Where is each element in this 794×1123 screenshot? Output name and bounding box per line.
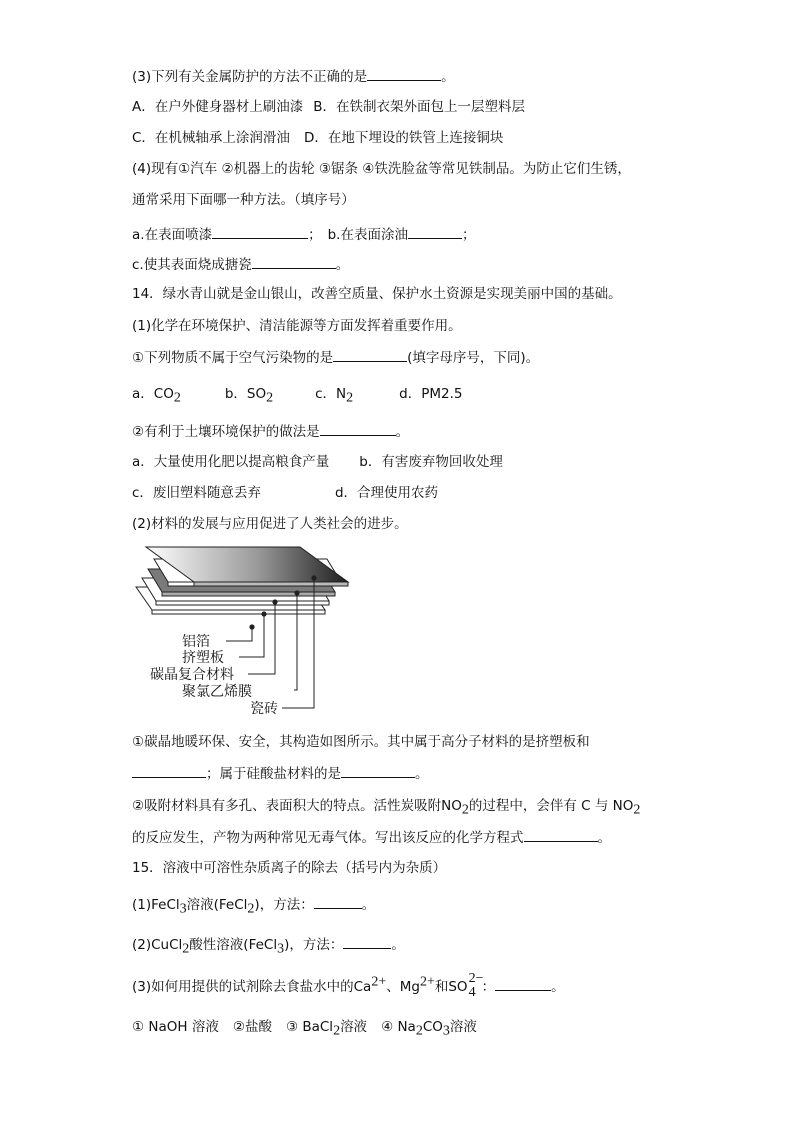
reagent-2: ②盐酸 (232, 1019, 272, 1035)
reagent-1: ① NaOH 溶液 (132, 1019, 219, 1035)
option-b: b．有害废弃物回收处理 (359, 454, 503, 470)
leader-dot (294, 590, 299, 595)
q14-sub1-options (132, 384, 462, 404)
floor-heating-diagram (132, 540, 362, 720)
option-c: C．在机械轴承上涂润滑油 (132, 130, 290, 146)
answer-blank[interactable] (252, 254, 336, 269)
q15-part1: (1)FeCl$_3$溶液(FeCl$_2$)，方法： 。 (132, 894, 375, 915)
q15-reagents (132, 1017, 477, 1037)
label-pvc-film: 聚氯乙烯膜 (182, 684, 252, 700)
q15-part2: (2)CuCl$_2$酸性溶液(FeCl$_3$)，方法： 。 (132, 934, 405, 955)
option-b: b．$SO_2$ (224, 386, 274, 406)
option-a: A．在户外健身器材上刷油漆 (132, 99, 304, 115)
answer-blank[interactable] (341, 763, 415, 778)
reagent-4: ④ $Na_2CO_3$溶液 (381, 1019, 477, 1039)
answer-blank[interactable] (367, 66, 441, 81)
q15-title: 15．溶液中可溶性杂质离子的除去（括号内为杂质） (132, 860, 447, 876)
option-c: c．$N_2$ (315, 386, 354, 406)
leader-dot (311, 575, 316, 580)
reagent-3: ③ BaCl$_2$溶液 (285, 1019, 368, 1039)
q14-sub3-blanks: ；属于硅酸盐材料的是 。 (132, 763, 429, 784)
q15-part3: (3)如何用提供的试剂除去食盐水中的$Ca^{2+}$、$Mg^{2+}$和SO 2− 4 ： 。 (132, 971, 565, 1000)
answer-blank[interactable] (212, 224, 308, 239)
q13-part4-ab: a.在表面喷漆 ； b.在表面涂油 ； (132, 224, 475, 245)
q13-options-cd (132, 128, 503, 148)
label-aluminum-foil: 铝箔 (182, 634, 210, 650)
q13-options-ab (132, 97, 525, 117)
label-tile: 瓷砖 (250, 701, 278, 717)
q14-sub2-stem: ②有利于土壤环境保护的做法是 。 (132, 421, 409, 442)
option-b: B．在铁制衣架外面包上一层塑料层 (313, 99, 526, 115)
option-a: a．$CO_2$ (132, 386, 181, 406)
q14-sub2-options-ab (132, 452, 503, 472)
leader-dot (261, 611, 266, 616)
answer-blank[interactable] (343, 934, 391, 949)
q13-part4-stem: (4)现有①汽车 ②机器上的齿轮 ③锯条 ④铁洗脸盆等常见铁制品。为防止它们生锈， (132, 161, 631, 177)
answer-blank[interactable] (333, 347, 407, 362)
leader-dot (249, 624, 254, 629)
option-d: d．PM2.5 (399, 386, 463, 402)
label-extruded-board: 挤塑板 (182, 650, 224, 666)
answer-blank[interactable] (408, 224, 462, 239)
answer-blank[interactable] (320, 421, 396, 436)
option-c: c．废旧塑料随意丢弃 (132, 485, 261, 501)
leader-dot (272, 599, 277, 604)
q13-part4-c: c.使其表面烧成搪瓷 。 (132, 254, 349, 275)
q14-sub4-line1: ②吸附材料具有多孔、表面积大的特点。活性炭吸附$NO_2$的过程中，会伴有 C 与 $NO_2$ (132, 798, 641, 818)
label-carbon-crystal: 碳晶复合材料 (150, 667, 234, 683)
q13-part3-stem: (3)下列有关金属防护的方法不正确的是 。 (132, 66, 455, 87)
q14-sub3-stem: ①碳晶地暖环保、安全，其构造如图所示。其中属于高分子材料的是挤塑板和 (132, 734, 590, 750)
option-a: a．大量使用化肥以提高粮食产量 (132, 454, 330, 470)
q14-part2: (2)材料的发展与应用促进了人类社会的进步。 (132, 516, 408, 532)
answer-blank[interactable] (495, 976, 551, 991)
q13-part4-stem-2: 通常采用下面哪一种方法。（填序号） (132, 192, 355, 208)
answer-blank[interactable] (524, 827, 598, 842)
option-d: d．合理使用农药 (334, 485, 439, 501)
answer-blank[interactable] (132, 763, 206, 778)
q14-sub1-stem: ①下列物质不属于空气污染物的是 (填字母序号，下同)。 (132, 347, 539, 368)
option-d: D．在地下埋设的铁管上连接铜块 (303, 130, 504, 146)
q14-part1: (1)化学在环境保护、清洁能源等方面发挥着重要作用。 (132, 318, 462, 334)
answer-blank[interactable] (314, 894, 362, 909)
q14-title: 14．绿水青山就是金山银山，改善空质量、保护水土资源是实现美丽中国的基础。 (132, 286, 622, 302)
q14-sub4-line2: 的反应发生，产物为两种常见无毒气体。写出该反应的化学方程式 。 (132, 827, 611, 848)
q14-sub2-options-cd (132, 483, 438, 503)
